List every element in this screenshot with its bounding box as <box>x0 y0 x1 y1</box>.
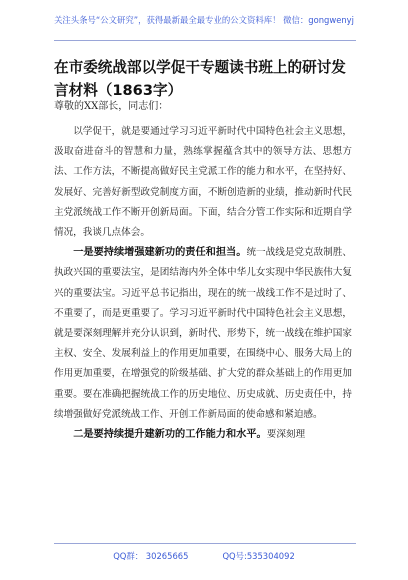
footer-qq-group: QQ群： 30265665 <box>113 551 189 561</box>
paragraph-text: 以学促干，就是要通过学习习近平新时代中国特色社会主义思想，汲取奋进奋斗的智慧和力量，熟练掌握蕴含其中的领导方法、思想方法、工作方法，不断提高做好民主党派工作的能力和水平，在坚持好、发展好、完善好新型政党制度方面，不断创造新的业绩，推动新时代民主党派统战工作不断开创新局面。下面，结合分管工作实际和近期自学情况，我谈几点体会。 <box>54 126 352 239</box>
paragraph-text: 统一战线是党克敌制胜、执政兴国的重要法宝，是团结海内外全体中华儿女实现中华民族伟大复兴的重要法宝。习近平总书记指出，现在的统一战线工作不是过时了、不重要了，而是更重要了。学习习近平新时代中国特色社会主义思想，就是要深刻理解并充分认识到，新时代、形势下，统一战线在维护国家主权、安全、发展利益上的作用更加重要，在围绕中心、服务大局上的作用更加重要，在增强党的阶级基础、扩大党的群众基础上的作用更加重要。要在准确把握统战工作的历史地位、历史成就、历史责任中，持续增强做好党派统战工作、开创工作新局面的使命感和紧迫感。 <box>54 247 353 420</box>
paragraph-text: 要深刻理 <box>266 429 306 441</box>
document-body <box>54 122 352 445</box>
paragraph <box>54 122 352 243</box>
footer-qq-number: QQ号:535304092 <box>222 551 295 561</box>
footer-contact <box>0 544 408 568</box>
paragraph-lead: 二是要持续提升建新功的工作能力和水平。 <box>73 429 267 441</box>
paragraph <box>54 243 352 425</box>
salutation: 尊敬的XX部长，同志们： <box>54 101 169 112</box>
paragraph <box>54 425 352 445</box>
paragraph-lead: 一是要持续增强建新功的责任和担当。 <box>73 247 247 259</box>
header-banner <box>0 0 408 40</box>
header-banner-text: 关注头条号“公文研究”，获得最新最全最专业的公文资料库！ 微信：gongwenyj <box>54 15 354 25</box>
header-divider <box>54 40 356 41</box>
document-title: 在市委统战部以学促干专题读书班上的研讨发言材料（1863字） <box>54 59 346 99</box>
